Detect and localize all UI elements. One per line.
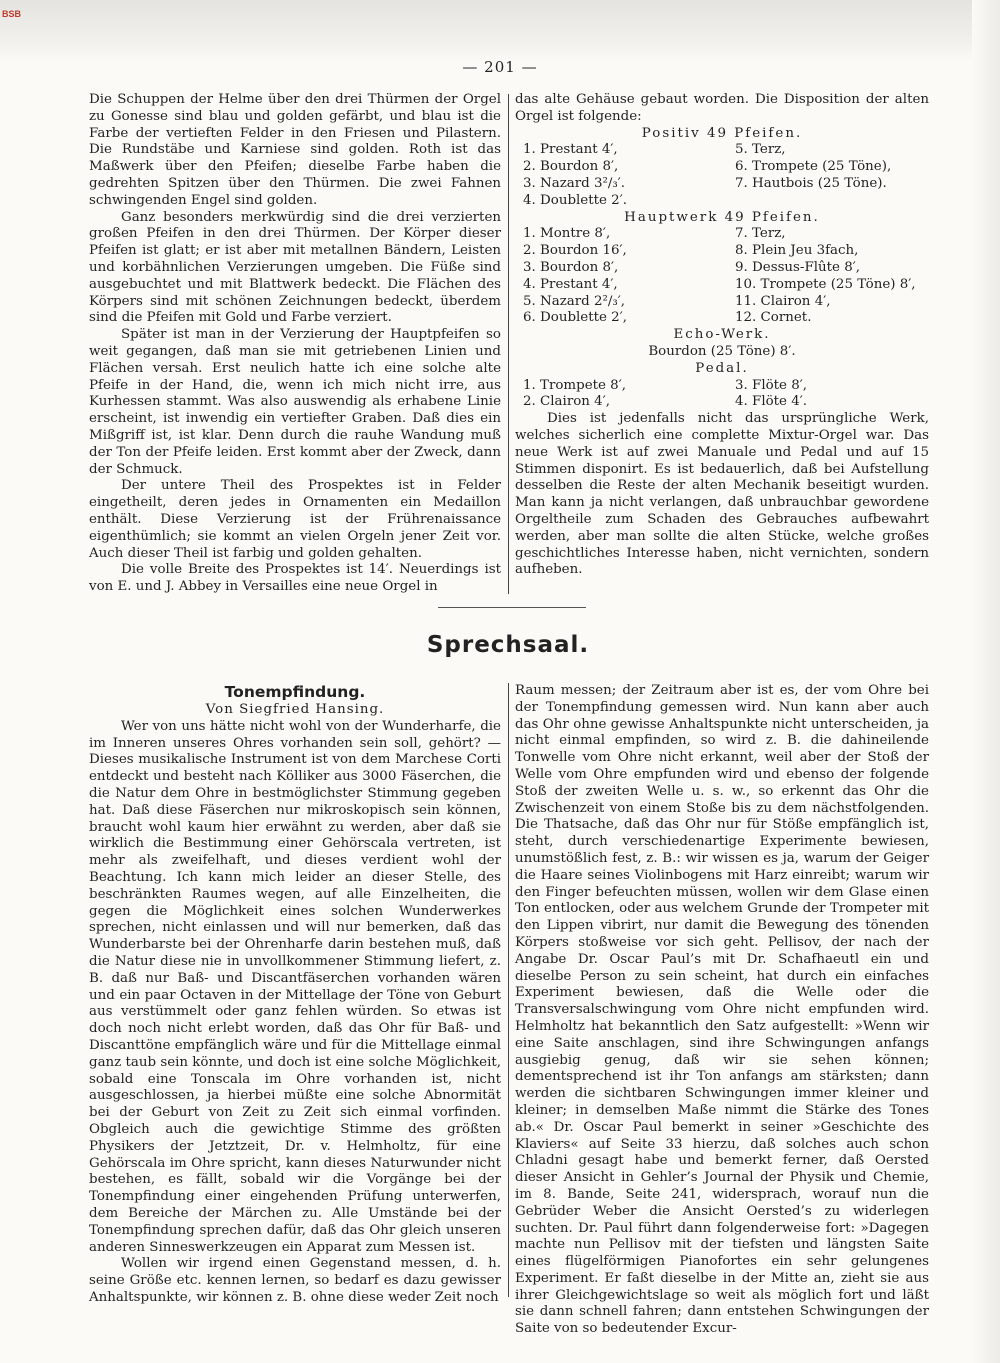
- stop-row: 1. Montre 8′, 7. Terz,: [523, 226, 786, 242]
- positiv-stops: [515, 142, 929, 209]
- paragraph: Wer von uns hätte nicht wohl von der Wunderharfe, die im Inneren unseres Ohres vorhanden sein soll, gehört? — Dieses musikalische Instrument ist von dem Marchese Corti entdeckt und besteht nach Kölliker aus 3000 Fäserchen, die die Natur dem Ohre in bestmöglichster Stimmung gegeben hat. Daß diese Fäserchen nur mikroskopisch sein können, braucht wohl kaum hier erwähnt zu werden, aber daß sie wirklich die Bestimmung einer Gehörscala vertreten, ist mehr als zweifelhaft, und dieses verdient wohl der Beachtung. Ich kann mich leider an dieser Stelle, des beschränkten Raumes wegen, auf alle Einzelheiten, die gegen die Möglichkeit eines solchen Wunderwerkes sprechen, nicht einlassen und will nur bemerken, daß das Wunderbarste bei der Ohrenharfe darin bestehen muß, daß die Natur diese nie in unvollkommener Stimmung liefert, z. B. daß nur Baß- und Discantfäserchen vorhanden wären und ein paar Octaven in der Mittellage der Töne von Geburt aus verstümmelt oder ganz fehlen würden. So etwas ist doch noch nicht erlebt worden, daß das Ohr für Baß- und Discanttöne empfänglich wäre und für die Mittellage einmal ganz taub sein könnte, und doch ist eine solche Möglichkeit, sobald eine Tonscala im Ohre vorhanden ist, nicht ausgeschlossen, ja hierbei müßte eine solche Abnormität bei der Geburt von Zeit zu Zeit sich einmal vorfinden. Obgleich auch die gewichtige Stimme des größten Physikers der Jetztzeit, Dr. v. Helmholtz, für eine Gehörscala im Ohre spricht, kann dieses Naturwunder nicht bestehen, es fällt, sobald wir die Vorgänge bei der Tonempfindung einer eingehenden Prüfung unterwerfen, dem Bereiche der Märchen zu. Alle Umstände bei der Tonempfindung sprechen dafür, daß das Ohr gleich unseren anderen Sinneswerkzeugen ein Apparat zum Messen ist.: [89, 718, 501, 1255]
- hauptwerk-heading: Hauptwerk 49 Pfeifen.: [624, 209, 820, 225]
- paragraph: Die volle Breite des Prospektes ist 14′. Neuerdings ist von E. und J. Abbey in Versailles eine neue Orgel in: [89, 562, 501, 595]
- stop-row: 3. Nazard 3²/₃′. 7. Hautbois (25 Töne).: [523, 175, 887, 191]
- paragraph: das alte Gehäuse gebaut worden. Die Disposition der alten Orgel ist folgende:: [515, 92, 929, 124]
- scan-shadow-top: [0, 0, 1000, 62]
- library-stamp: BSB: [2, 9, 22, 19]
- stop-row: 2. Bourdon 16′, 8. Plein Jeu 3fach,: [523, 243, 859, 259]
- section-rule: [438, 607, 586, 608]
- article-title: Tonempfindung.: [224, 683, 366, 701]
- article-author: Von Siegfried Hansing.: [205, 702, 385, 717]
- paragraph: Dies ist jedenfalls nicht das ursprüngliche Werk, welches sicherlich eine complette Mixtur-Orgel war. Das neue Werk ist auf zwei Manuale und Pedal und auf 15 Stimmen disponirt. Es ist bedauerlich, daß bei Aufstellung desselben die Reste der alten Mechanik beseitigt wurden. Man kann ja nicht verlangen, daß unbrauchbar gewordene Orgeltheile zum Schaden des Gebrauches aufbewahrt werden, aber man sollte die alten Stücke, welche großes geschichtliches Interesse haben, nicht vernichten, sondern aufheben.: [515, 411, 929, 578]
- pedal-stops: [515, 378, 929, 412]
- echo-stop: Bourdon (25 Töne) 8′.: [648, 343, 796, 359]
- article-right-column: [515, 683, 929, 1338]
- hauptwerk-stops: [515, 226, 929, 327]
- echo-heading: Echo-Werk.: [673, 327, 771, 343]
- page-number: — 201 —: [462, 58, 538, 76]
- paragraph: Wollen wir irgend einen Gegenstand messen, d. h. seine Größe etc. kennen lernen, so bedarf es dazu gewisser Anhaltspunkte, wir können z. B. ohne diese weder Zeit noch: [89, 1256, 501, 1305]
- stop-row: 5. Nazard 2²/₃′, 11. Clairon 4′,: [523, 293, 831, 309]
- article-left-column: [89, 683, 501, 1307]
- upper-right-column: [515, 92, 929, 579]
- paragraph: Der untere Theil des Prospektes ist in Felder eingetheilt, deren jedes in Ornamenten ein Medaillon enthält. Diese Verzierung ist der Frührenaissance eigenthümlich; sie kommt an vielen Orgeln jener Zeit vor. Auch dieser Theil ist farbig und golden gehalten.: [89, 478, 501, 561]
- stop-row: 4. Prestant 4′, 10. Trompete (25 Töne) 8′,: [523, 276, 916, 292]
- scan-shadow-right: [972, 0, 1000, 1363]
- paragraph: Ganz besonders merkwürdig sind die drei verzierten großen Pfeifen in den drei Thürmen. Der Körper dieser Pfeifen ist glatt; er ist aber mit metallnen Bändern, Leisten und korbähnlichen Verzierungen umgeben. Die Füße sind ausgebuchtet und mit Blattwerk bedeckt. Die Flächen des Körpers sind mit schönen Zeichnungen bedeckt, überdem sind die Pfeifen mit Gold und Farbe verziert.: [89, 209, 501, 326]
- paragraph: Die Schuppen der Helme über den drei Thürmen der Orgel zu Gonesse sind blau und golden gefärbt, und blau ist die Farbe der vertieften Felder in den Friesen und Pilastern. Die Rundstäbe und Karniese sind golden. Roth ist das Maßwerk über den Pfeifen; dieselbe Farbe haben die gedrehten Spitzen über den Thürmen. Die zwei Fahnen schwingenden Engel sind golden.: [89, 92, 501, 208]
- positiv-heading: Positiv 49 Pfeifen.: [641, 125, 803, 141]
- upper-left-column: [89, 92, 501, 596]
- stop-row: 2. Clairon 4′, 4. Flöte 4′.: [523, 394, 808, 410]
- stop-row: 2. Bourdon 8′, 6. Trompete (25 Töne),: [523, 159, 892, 175]
- stop-row: 1. Trompete 8′, 3. Flöte 8′,: [523, 377, 808, 393]
- column-divider-lower: [508, 683, 509, 1297]
- stop-row: 4. Doublette 2′.: [523, 192, 627, 208]
- section-title: Sprechsaal.: [426, 632, 590, 658]
- paragraph: Später ist man in der Verzierung der Hauptpfeifen so weit gegangen, daß man sie mit getriebenen Linien und Flächen versah. Erst neulich hatte ich eine solche alte Pfeife in der Hand, die, wenn ich mich nicht irre, aus Kurhessen stammt. Was also auswendig als erhabene Linie erscheint, ist inwendig ein vertiefter Graben. Daß dies ein Mißgriff ist, ist klar. Denn durch die rauhe Wandung muß der Ton der Pfeife leiden. Erst kommt aber der Zweck, dann der Schmuck.: [89, 327, 501, 477]
- column-divider-upper: [508, 94, 509, 594]
- paragraph: Raum messen; der Zeitraum aber ist es, der vom Ohre bei der Tonempfindung gemessen wird. Nun kann aber auch das Ohr ohne gewisse Anhaltspunkte nicht unterscheiden, ja nicht einmal empfinden, so wird z. B. die dahineilende Tonwelle vom Ohre nicht erkannt, weil aber der Stoß der Welle vom Ohre empfunden wird und ebenso der folgende Stoß der zweiten Welle u. s. w., so erkennt das Ohr die Zwischenzeit von einem Stoße bis zu dem nächstfolgenden. Die Thatsache, daß das Ohr nur für Stöße empfänglich ist, steht, durch verschiedenartige Experimente bewiesen, unumstößlich fest, z. B.: wir wissen es ja, warum der Geiger die Haare seines Violinbogens mit Harz einreibt; warum wir den Finger befeuchten müssen, wollen wir dem Glase einen Ton entlocken, oder aus welchem Grunde der Trompeter mit den Lippen vibrirt, nur damit die Bewegung des tönenden Körpers stoßweise vor sich geht. Pellisov, der nach der Angabe Dr. Oscar Paul’s mit Dr. Schafhaeutl ein und dieselbe Person zu sein scheint, hat durch ein einfaches Experiment bewiesen, daß die Welle oder die Transversalschwingung vom Ohre nicht empfunden wird. Helmholtz hat bekanntlich den Satz aufgestellt: »Wenn wir eine Saite anschlagen, sind ihre Schwingungen anfangs ausgiebig genug, daß wir sie sehen können; dementsprechend ist ihr Ton anfangs am stärksten; dann werden die sichtbaren Schwingungen immer kleiner und kleiner; in demselben Maße nimmt die Stärke des Tones ab.« Dr. Oscar Paul bemerkt in seiner »Geschichte des Klaviers« auf Seite 33 hierzu, daß solches auch schon Chladni gesagt habe und bemerkt ferner, daß Oersted dieser Ansicht in Gehler’s Journal der Physik und Chemie, im 8. Bande, Seite 241, widersprach, worauf nun die Gebrüder Weber die Ansicht Oersted’s zu widerlegen suchten. Dr. Paul führt dann folgenderweise fort: »Dagegen machte nun Pellisov mit der tiefsten und längsten Saite eines flügelförmigen Pianofortes ein sehr gelungenes Experiment. Er faßt dieselbe in der Mitte an, zieht sie aus ihrer Gleichgewichtslage so weit als möglich fort und läßt sie dann schnell fahren; dann entstehen Schwingungen der Saite von so bedeutender Excur-: [515, 683, 929, 1337]
- pedal-heading: Pedal.: [695, 360, 749, 376]
- stop-row: 3. Bourdon 8′, 9. Dessus-Flûte 8′,: [523, 259, 861, 275]
- stop-row: 1. Prestant 4′, 5. Terz,: [523, 142, 786, 158]
- stop-row: 6. Doublette 2′, 12. Cornet.: [523, 310, 812, 326]
